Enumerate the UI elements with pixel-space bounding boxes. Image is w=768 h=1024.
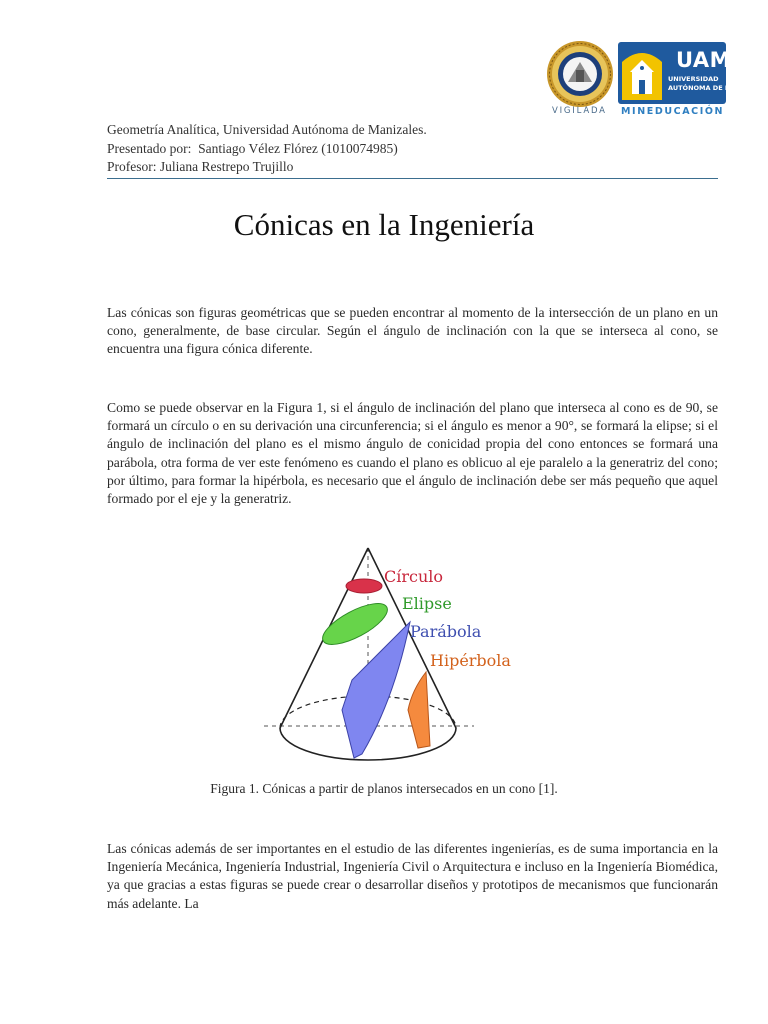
document-header [107, 121, 427, 177]
header-course: Geometría Analítica, Universidad Autónoma de Manizales. [107, 122, 427, 137]
conic-sections-figure [262, 540, 512, 766]
figure-caption: Figura 1. Cónicas a partir de planos intersecados en un cono [1]. [210, 781, 558, 796]
header-professor: Profesor: Juliana Restrepo Trujillo [107, 159, 294, 174]
uam-subtitle-2: AUTÓNOMA DE MANIZALES [668, 84, 768, 92]
university-seal-icon [546, 40, 614, 108]
mineducacion-label: MINEDUCACIÓN [621, 106, 725, 117]
paragraph-figure-explanation: Como se puede observar en la Figura 1, si el ángulo de inclinación del plano que interseca al cono es de 90, se formará un círculo o en su derivación una circunferencia; si el ángulo es menor a 90°, se formará la elipse; si el ángulo de inclinación del plano es el mismo ángulo de conicidad propia del cono entonces se formará una parábola, otra forma de ver este fenómeno es cuando el plano es oblicuo al eje paralelo a la generatriz del cono; por último, para formar la hipérbola, es necesario que el ángulo de inclinación debe ser más pequeño que aquel formado por el eje y la generatriz. [107, 400, 718, 507]
page-title: Cónicas en la Ingeniería [233, 207, 535, 242]
label-circulo: Círculo [384, 567, 444, 586]
label-parabola: Parábola [410, 622, 482, 641]
hyperbola-section [408, 672, 430, 748]
uam-wordmark: UAM [676, 48, 732, 72]
uam-logo [618, 42, 768, 104]
vigilada-label: VIGILADA [552, 106, 607, 116]
header-author: Presentado por: Santiago Vélez Flórez (1010074985) [107, 140, 398, 156]
ellipse-section [317, 596, 393, 653]
uam-subtitle-1: UNIVERSIDAD [668, 75, 719, 83]
circle-section [346, 579, 382, 593]
paragraph-engineering: Las cónicas además de ser importantes en el estudio de las diferentes ingenierías, es de suma importancia en la Ingeniería Mecánica, Ingeniería Industrial, Ingeniería Civil o Arquitectura e incluso en la Ingeniería Biomédica, ya que gracias a estas figuras se puede crear o desarrollar diseños y prototipos de mecanismos que funcionarán más adelante. La [107, 841, 718, 911]
logo-group [546, 40, 768, 120]
label-elipse: Elipse [402, 594, 452, 613]
paragraph-intro: Las cónicas son figuras geométricas que se pueden encontrar al momento de la intersección de un plano en un cono, generalmente, de base circular. Según el ángulo de inclinación con la que se interseca al cono, se encuentra una figura cónica diferente. [107, 305, 718, 357]
label-hiperbola: Hipérbola [430, 651, 511, 670]
parabola-section [342, 622, 410, 758]
header-divider [107, 178, 718, 179]
